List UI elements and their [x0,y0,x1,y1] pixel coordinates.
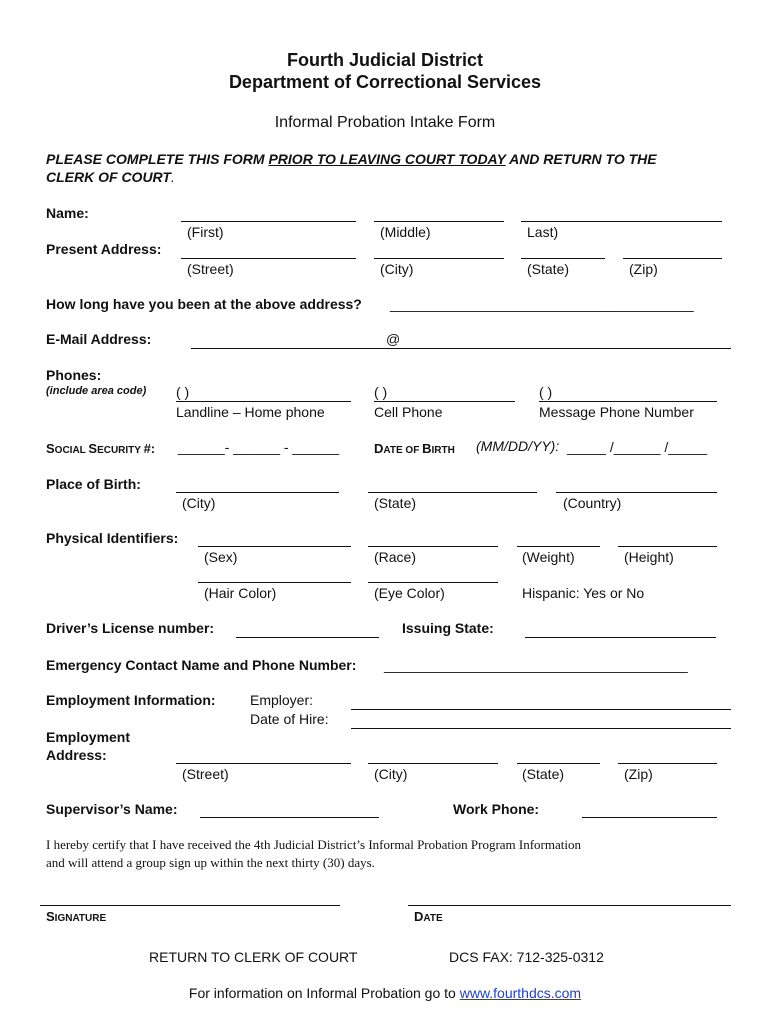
birth-state-field[interactable] [368,492,537,493]
address-street-caption: (Street) [187,261,234,277]
dob-format: (MM/DD/YY): [476,438,560,454]
signature-field[interactable] [40,905,340,906]
ssn-field[interactable]: ______- ______ - ______ [178,439,340,455]
instructions-clerk: CLERK OF COURT [46,169,171,185]
supervisor-field[interactable] [200,817,379,818]
cell-caption: Cell Phone [374,404,443,420]
dob-d: D [374,441,384,456]
phones-note: (include area code) [46,385,147,397]
email-field[interactable] [191,348,731,349]
landline-phone-field[interactable] [176,401,351,402]
form-subtitle: Informal Probation Intake Form [274,114,496,131]
license-label: Driver’s License number: [46,620,215,636]
height-caption: (Height) [624,549,674,565]
middle-name-field[interactable] [374,221,504,222]
employment-street-caption: (Street) [182,766,229,782]
signature-label [46,908,106,926]
instructions-period: . [170,169,175,185]
hire-date-label: Date of Hire: [250,711,329,727]
height-field[interactable] [618,546,717,547]
first-name-field[interactable] [181,221,356,222]
department-title: Department of Correctional Services [228,72,542,92]
signature-s: S [46,909,55,924]
info-line [0,985,770,1001]
instructions-part1: PLEASE COMPLETE THIS FORM [46,151,269,167]
first-name-caption: (First) [187,224,224,240]
phones-label: Phones: [46,367,102,383]
cell-area-code: ( ) [374,384,388,400]
birth-city-caption: (City) [182,495,216,511]
sex-field[interactable] [198,546,351,547]
ssn-ecurity: ECURITY [97,445,144,456]
eye-color-caption: (Eye Color) [374,585,445,601]
address-zip-field[interactable] [623,258,722,259]
address-city-caption: (City) [380,261,414,277]
date-field[interactable] [408,905,731,906]
info-text: For information on Informal Probation go to [188,985,460,1001]
supervisor-label: Supervisor’s Name: [46,801,178,817]
license-number-field[interactable] [236,637,379,638]
weight-field[interactable] [517,546,600,547]
employer-label: Employer: [250,692,314,708]
birth-country-field[interactable] [556,492,717,493]
employment-label: Employment Information: [46,692,216,708]
address-zip-caption: (Zip) [629,261,658,277]
issuing-state-label: Issuing State: [402,620,494,636]
emergency-label: Emergency Contact Name and Phone Number: [46,657,357,673]
dob-ate-of: ATE OF [383,445,423,456]
birthplace-label: Place of Birth: [46,476,141,492]
how-long-field[interactable]: _______________________________________ [390,296,694,312]
message-phone-field[interactable] [539,401,717,402]
dob-b: B [422,441,432,456]
last-name-field[interactable] [521,221,722,222]
hispanic-option[interactable]: Hispanic: Yes or No [522,585,645,601]
address-state-field[interactable] [521,258,605,259]
ssn-s1: S [46,441,55,456]
employment-address-label: Employment [46,729,131,745]
date-d: D [414,909,424,924]
employment-zip-caption: (Zip) [624,766,653,782]
employer-field[interactable] [351,709,731,710]
date-label [414,908,443,926]
employment-zip-field[interactable] [618,763,717,764]
email-label: E-Mail Address: [46,331,152,347]
employment-street-field[interactable] [176,763,351,764]
cell-phone-field[interactable] [374,401,515,402]
employment-state-field[interactable] [517,763,600,764]
last-name-caption: Last) [527,224,559,240]
hair-color-caption: (Hair Color) [204,585,277,601]
employment-state-caption: (State) [522,766,565,782]
address-city-field[interactable] [374,258,504,259]
instructions-emphasis: PRIOR TO LEAVING COURT TODAY [268,151,506,167]
instructions-part3: AND RETURN TO THE [505,151,657,167]
ssn-label [46,440,155,458]
dob-field[interactable]: _____ /______ /_____ [567,439,708,455]
certification-line2: and will attend a group sign up within the next thirty (30) days. [46,855,375,870]
ssn-s2: S [88,441,98,456]
signature-rest: IGNATURE [54,913,107,924]
dob-label [374,440,455,458]
birth-state-caption: (State) [374,495,417,511]
hire-date-field[interactable] [351,728,731,729]
date-rest: ATE [423,913,443,924]
eye-color-field[interactable] [368,582,498,583]
birth-city-field[interactable] [176,492,339,493]
identifiers-label: Physical Identifiers: [46,530,179,546]
emergency-field[interactable]: _______________________________________ [384,657,688,673]
instructions-line2 [46,169,175,185]
race-caption: (Race) [374,549,417,565]
website-link[interactable]: www.fourthdcs.com [459,985,582,1001]
instructions [46,151,657,167]
issuing-state-field[interactable] [525,637,716,638]
birth-country-caption: (Country) [563,495,622,511]
race-field[interactable] [368,546,498,547]
address-state-caption: (State) [527,261,570,277]
sex-caption: (Sex) [204,549,238,565]
name-label: Name: [46,205,89,221]
landline-area-code: ( ) [176,384,190,400]
hair-color-field[interactable] [198,582,351,583]
certification-line1: I hereby certify that I have received the 4th Judicial District’s Informal Probation Program Information [46,837,581,852]
ssn-ocial: OCIAL [54,445,89,456]
page-title: Fourth Judicial District [286,50,484,70]
work-phone-label: Work Phone: [453,801,540,817]
message-area-code: ( ) [539,384,553,400]
middle-name-caption: (Middle) [380,224,431,240]
weight-caption: (Weight) [522,549,575,565]
employment-city-caption: (City) [374,766,408,782]
how-long-label: How long have you been at the above address? [46,296,362,312]
work-phone-field[interactable] [582,817,717,818]
address-street-field[interactable] [181,258,356,259]
return-note: RETURN TO CLERK OF COURT [149,949,358,965]
message-caption: Message Phone Number [539,404,694,420]
address-label: Present Address: [46,241,162,257]
email-at-sign: @ [386,331,401,347]
landline-caption: Landline – Home phone [176,404,325,420]
ssn-hash: #: [143,441,156,456]
fax-number: DCS FAX: 712-325-0312 [449,949,604,965]
employment-city-field[interactable] [368,763,498,764]
dob-irth: IRTH [431,445,455,456]
employment-address-label-2: Address: [46,747,107,763]
